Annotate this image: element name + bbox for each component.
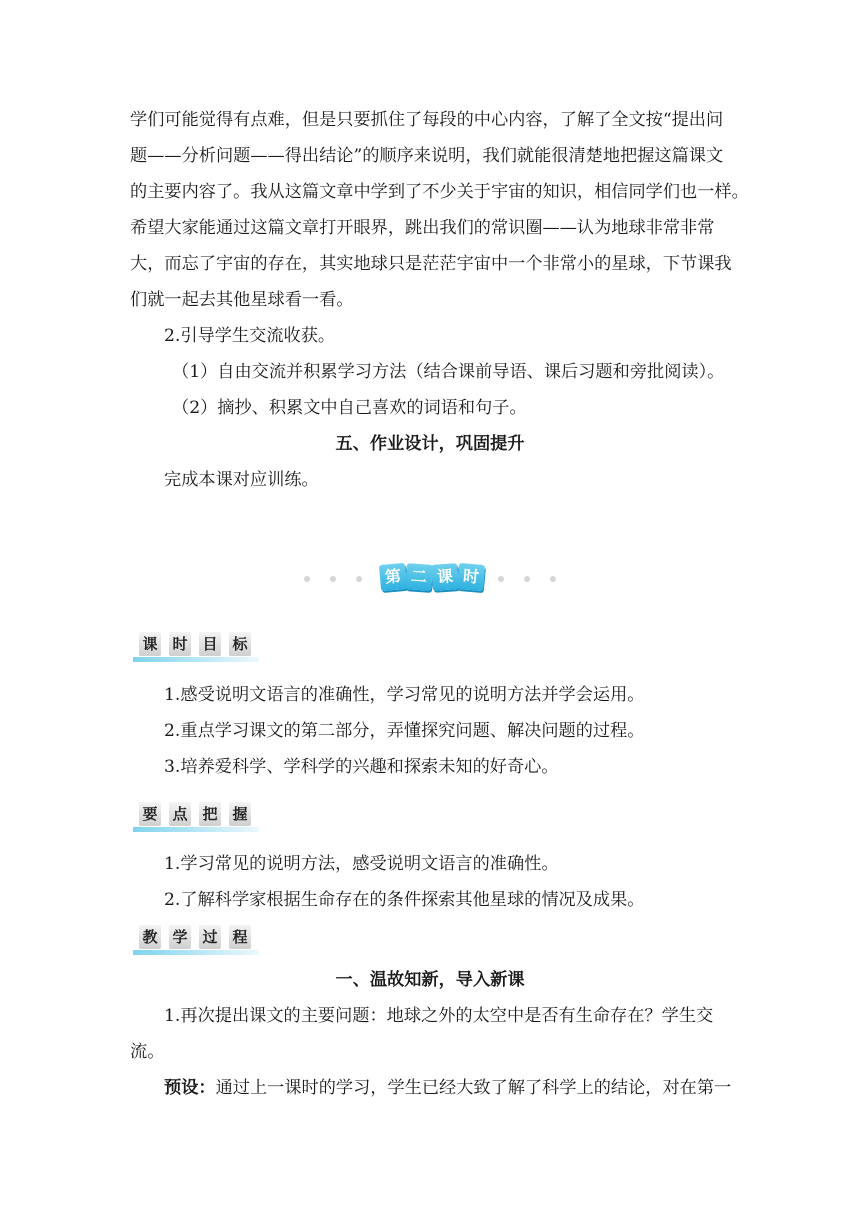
tag-underline (133, 657, 259, 662)
goal-item: 2.重点学习课文的第二部分，弄懂探究问题、解决问题的过程。 (164, 721, 645, 741)
tag-char: 目 (199, 632, 221, 656)
keypoint-item: 1.学习常见的说明方法，感受说明文语言的准确性。 (164, 854, 559, 874)
goals-tag (133, 632, 263, 662)
sub-item: （2）摘抄、积累文中自己喜欢的词语和句子。 (172, 398, 527, 418)
paragraph-line: 大，而忘了宇宙的存在，其实地球只是茫茫宇宙中一个非常小的星球，下节课我 (130, 254, 732, 274)
goal-item: 1.感受说明文语言的准确性，学习常见的说明方法并学会运用。 (164, 685, 645, 705)
divider-dot (330, 576, 336, 582)
list-item: 2.引导学生交流收获。 (164, 326, 336, 346)
tag-char: 过 (199, 925, 221, 949)
question-line: 1.再次提出课文的主要问题：地球之外的太空中是否有生命存在？学生交 (164, 1006, 714, 1026)
divider-tile: 时 (457, 563, 485, 591)
divider-dot (550, 576, 556, 582)
tag-char: 学 (169, 925, 191, 949)
tag-underline (133, 950, 259, 955)
tag-char: 标 (229, 632, 251, 656)
divider-tile: 课 (431, 563, 459, 591)
goal-item: 3.培养爱科学、学科学的兴趣和探索未知的好奇心。 (164, 757, 559, 777)
tag-char: 点 (169, 802, 191, 826)
process-tag (133, 925, 263, 955)
tag-char: 把 (199, 802, 221, 826)
tag-underline (133, 827, 259, 832)
tag-char: 要 (139, 802, 161, 826)
sub-item: （1）自由交流并积累学习方法（结合课前导语、课后习题和旁批阅读）。 (172, 362, 725, 382)
paragraph-line: 学们可能觉得有点难，但是只要抓住了每段的中心内容，了解了全文按“提出问 (130, 110, 724, 130)
divider-dot (356, 576, 362, 582)
tag-char: 时 (169, 632, 191, 656)
preset-paragraph (164, 1070, 764, 1106)
tag-char: 教 (139, 925, 161, 949)
tag-char: 程 (229, 925, 251, 949)
divider-tile: 二 (405, 563, 433, 591)
divider-dot (498, 576, 504, 582)
paragraph-line: 的主要内容了。我从这篇文章中学到了不少关于宇宙的知识，相信同学们也一样。 (130, 182, 749, 202)
homework-text: 完成本课对应训练。 (164, 470, 319, 490)
preset-text: 通过上一课时的学习，学生已经大致了解了科学上的结论，对在第一 (215, 1078, 732, 1098)
paragraph-line: 题——分析问题——得出结论”的顺序来说明，我们就能很清楚地把握这篇课文 (130, 146, 724, 166)
keypoint-item: 2.了解科学家根据生命存在的条件探索其他星球的情况及成果。 (164, 890, 645, 910)
divider-dot (524, 576, 530, 582)
divider-dot (304, 576, 310, 582)
paragraph-line: 们就一起去其他星球看一看。 (130, 290, 354, 310)
paragraph-line: 希望大家能通过这篇文章打开眼界，跳出我们的常识圈——认为地球非常非常 (130, 218, 715, 238)
keypoints-tag (133, 802, 263, 832)
question-line: 流。 (130, 1042, 165, 1062)
lesson-divider (300, 560, 560, 600)
tag-char: 握 (229, 802, 251, 826)
preset-label: 预设： (164, 1078, 216, 1098)
divider-tile: 第 (379, 563, 407, 591)
section-heading: 五、作业设计，巩固提升 (335, 434, 525, 454)
tag-char: 课 (139, 632, 161, 656)
section-heading: 一、温故知新，导入新课 (335, 970, 525, 990)
